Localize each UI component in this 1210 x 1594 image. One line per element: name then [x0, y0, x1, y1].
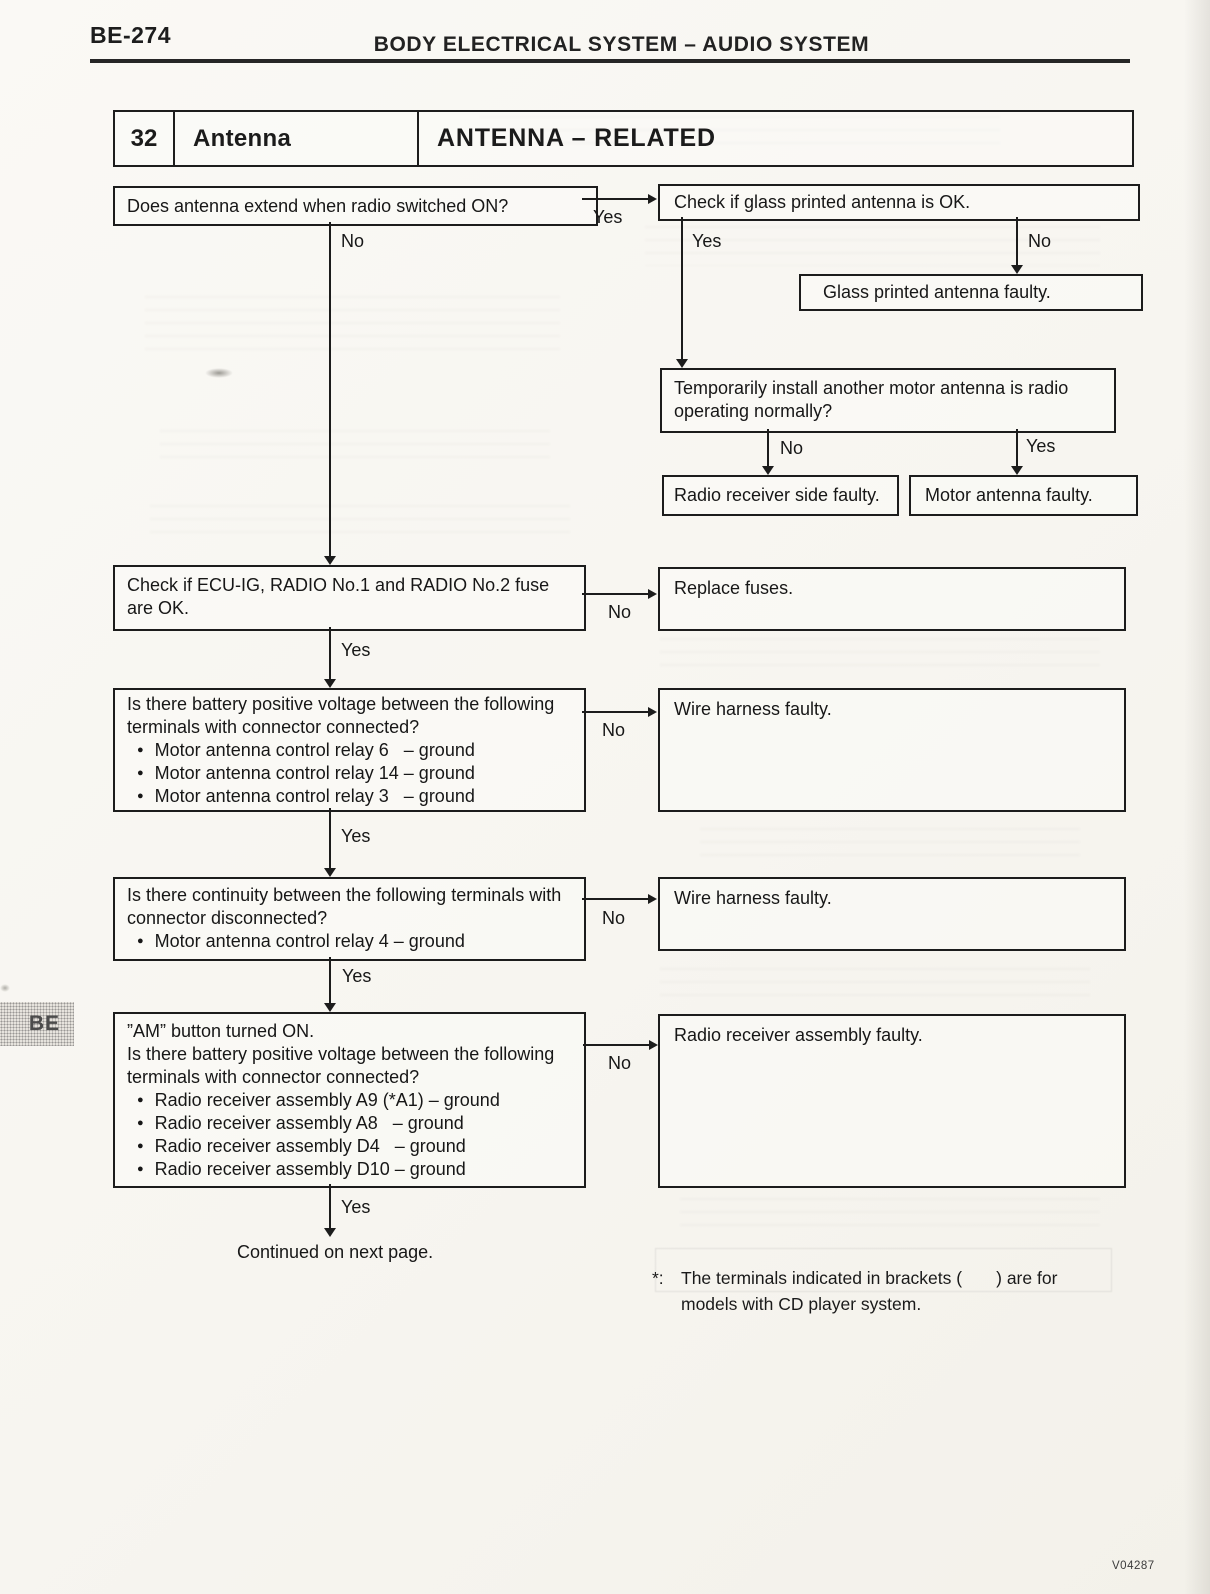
scan-artifact — [205, 368, 233, 378]
arrowhead-right — [648, 194, 657, 204]
branch-label-yes: Yes — [593, 207, 623, 227]
branch-label-yes: Yes — [341, 640, 371, 660]
scan-artifact — [660, 638, 1100, 672]
checklist-item: ● Radio receiver assembly A8 – ground — [127, 1112, 580, 1135]
footnote-marker: *: — [652, 1268, 664, 1288]
decision-box-glass-antenna — [658, 184, 1140, 221]
footnote-line-2: models with CD player system. — [681, 1294, 922, 1314]
arrowhead-right — [648, 589, 657, 599]
decision-box-antenna-extend — [113, 186, 598, 226]
branch-label-yes: Yes — [1026, 436, 1056, 456]
branch-label-yes: Yes — [342, 966, 372, 986]
footnote-line-1: The terminals indicated in brackets ( ) are for — [681, 1268, 1058, 1288]
checklist-item: ● Radio receiver assembly D10 – ground — [127, 1158, 580, 1181]
result-box-receiver-assembly-faulty — [658, 1014, 1126, 1188]
arrowhead-down — [324, 868, 336, 877]
connector-q7-yes — [329, 1184, 331, 1228]
arrowhead-right — [649, 1040, 658, 1050]
decision-text: terminals with connector connected? — [127, 717, 420, 737]
decision-box-am-button — [113, 1012, 586, 1188]
result-box-glass-faulty — [799, 274, 1143, 311]
result-box-receiver-side-faulty — [662, 475, 899, 516]
decision-text: are OK. — [127, 598, 190, 618]
scan-artifact — [160, 430, 550, 462]
scan-artifact — [145, 296, 560, 354]
arrowhead-down — [324, 556, 336, 565]
arrowhead-down — [324, 1228, 336, 1237]
connector-q2-yes — [681, 217, 683, 359]
result-text: Motor antenna faulty. — [925, 485, 1093, 505]
connector-q3-no — [767, 429, 769, 466]
section-index: 32 — [115, 112, 175, 165]
arrowhead-down — [1011, 466, 1023, 475]
connector-q2-no — [1016, 217, 1018, 265]
branch-label-no: No — [608, 602, 632, 622]
scan-artifact — [660, 968, 1090, 1000]
arrowhead-down — [324, 679, 336, 688]
page-title: ANTENNA – RELATED — [437, 124, 716, 152]
result-text: Wire harness faulty. — [674, 888, 832, 908]
checklist-item: ● Radio receiver assembly D4 – ground — [127, 1135, 580, 1158]
branch-label-no: No — [780, 438, 804, 458]
branch-label-no: No — [602, 908, 626, 928]
connector-q6-yes — [329, 957, 331, 1003]
decision-text: Does antenna extend when radio switched ON? — [127, 195, 509, 216]
result-box-motor-antenna-faulty — [909, 475, 1138, 516]
connector-q1-no — [329, 222, 331, 556]
decision-text: ”AM” button turned ON. — [127, 1021, 315, 1041]
side-tab-be: BE — [0, 1002, 74, 1046]
checklist-item: ● Radio receiver assembly A9 (*A1) – ground — [127, 1089, 580, 1112]
result-text: Wire harness faulty. — [674, 699, 832, 719]
connector-q4-no — [582, 593, 648, 595]
result-box-replace-fuses — [658, 567, 1126, 631]
branch-label-yes: Yes — [341, 826, 371, 846]
scan-edge-shade — [1184, 0, 1210, 1594]
header-rule — [90, 59, 1130, 63]
decision-text: Is there battery positive voltage between the following — [127, 1044, 555, 1064]
scan-artifact — [700, 828, 1080, 858]
scan-artifact — [680, 1198, 1100, 1226]
connector-q4-yes — [329, 627, 331, 679]
section-title-block — [113, 110, 1134, 167]
connector-q1-yes — [582, 198, 648, 200]
checklist-item: ● Motor antenna control relay 3 – ground — [127, 785, 580, 808]
checklist-item: ● Motor antenna control relay 4 – ground — [127, 930, 580, 953]
doc-code: V04287 — [1112, 1560, 1155, 1572]
result-box-wire-harness-2 — [658, 877, 1126, 951]
result-text: Radio receiver assembly faulty. — [674, 1025, 923, 1045]
arrowhead-down — [676, 359, 688, 368]
page-number: BE-274 — [90, 22, 171, 48]
decision-box-fuses — [113, 565, 586, 631]
scan-artifact — [0, 984, 10, 992]
continued-note: Continued on next page. — [237, 1242, 434, 1262]
branch-label-no: No — [1028, 231, 1052, 251]
arrowhead-down — [1011, 265, 1023, 274]
branch-label-no: No — [602, 720, 626, 740]
connector-q6-no — [582, 898, 648, 900]
connector-q5-yes — [329, 808, 331, 868]
section-name: Antenna — [175, 112, 419, 165]
result-box-wire-harness-1 — [658, 688, 1126, 812]
result-text: Replace fuses. — [674, 578, 794, 598]
decision-text: Is there continuity between the following terminals with — [127, 885, 562, 905]
decision-text: Temporarily install another motor antenna is radio — [674, 378, 1069, 398]
connector-q3-yes — [1016, 429, 1018, 466]
checklist-item: ● Motor antenna control relay 6 – ground — [127, 739, 580, 762]
connector-q5-no — [582, 711, 648, 713]
decision-text: Check if ECU-IG, RADIO No.1 and RADIO No.2 fuse — [127, 575, 550, 595]
branch-label-yes: Yes — [341, 1197, 371, 1217]
branch-label-yes: Yes — [692, 231, 722, 251]
decision-text: operating normally? — [674, 401, 833, 421]
decision-box-voltage-relay — [113, 688, 586, 812]
arrowhead-right — [648, 707, 657, 717]
arrowhead-right — [648, 894, 657, 904]
decision-text: Is there battery positive voltage between the following — [127, 694, 555, 714]
header-title: BODY ELECTRICAL SYSTEM – AUDIO SYSTEM — [373, 33, 870, 56]
connector-q7-no — [583, 1044, 649, 1046]
arrowhead-down — [324, 1003, 336, 1012]
decision-text: Check if glass printed antenna is OK. — [674, 192, 971, 212]
result-text: Glass printed antenna faulty. — [823, 282, 1051, 302]
checklist-item: ● Motor antenna control relay 14 – ground — [127, 762, 580, 785]
decision-box-substitute-antenna — [660, 368, 1116, 433]
branch-label-no: No — [608, 1053, 632, 1073]
decision-text: terminals with connector connected? — [127, 1067, 420, 1087]
branch-label-no: No — [341, 231, 365, 251]
arrowhead-down — [762, 466, 774, 475]
scan-artifact — [150, 505, 570, 535]
result-text: Radio receiver side faulty. — [674, 485, 880, 505]
decision-text: connector disconnected? — [127, 908, 328, 928]
decision-box-continuity-relay — [113, 877, 586, 961]
